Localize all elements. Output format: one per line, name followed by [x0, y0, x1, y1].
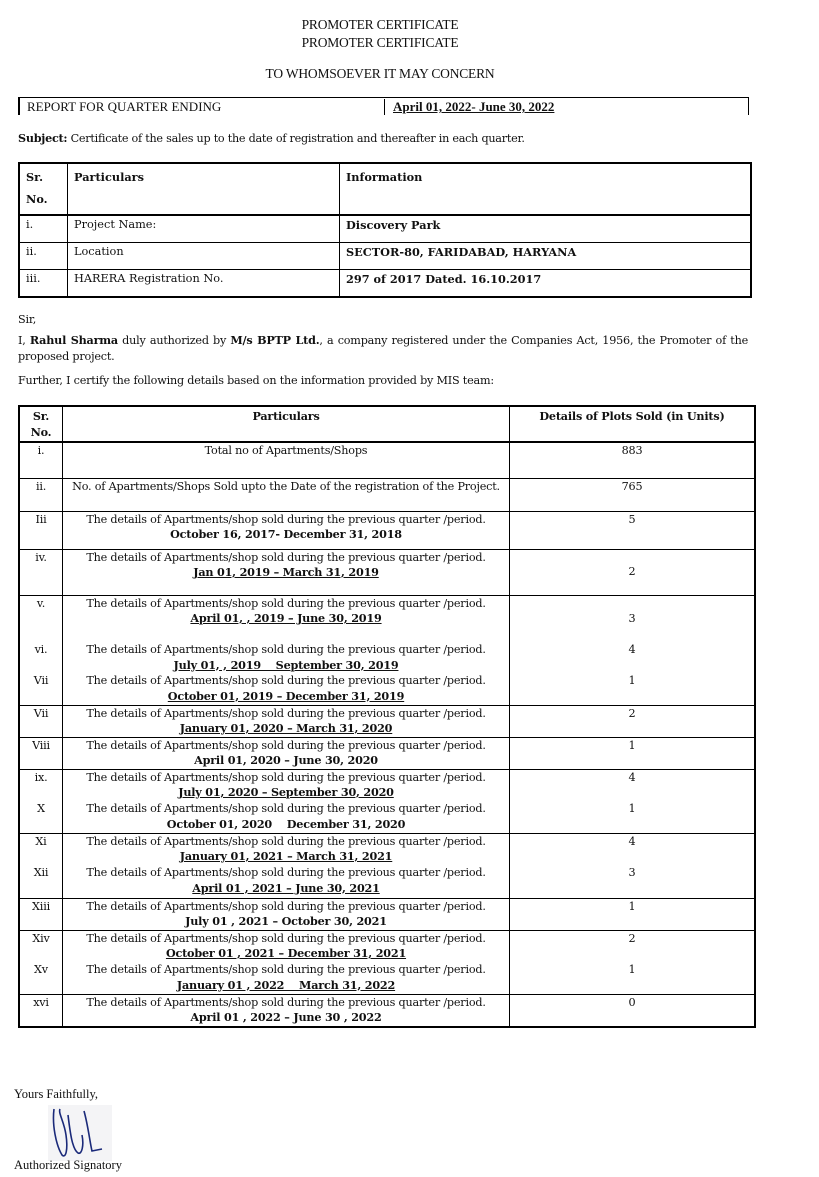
row-sr: X [19, 801, 63, 833]
period-date-range: April 01 , 2022 – June 30 , 2022 [190, 1010, 382, 1024]
period-date-range: October 01, 2019 – December 31, 2019 [167, 688, 405, 703]
row-units-sold: 883 [510, 442, 756, 478]
row-particular: Total no of Apartments/Shops [63, 442, 510, 478]
row-units-sold: 1 [510, 801, 756, 833]
row-units-sold: 1 [510, 898, 756, 930]
period-date-range: January 01, 2020 – March 31, 2020 [179, 721, 393, 735]
signatory-label: Authorized Signatory [14, 1158, 122, 1172]
signatory-name: Rahul Sharma [29, 333, 118, 347]
row-particular: The details of Apartments/shop sold during the previous quarter /period. October 01, 2020 December 31, 2020 [63, 801, 510, 833]
subject-text: Certificate of the sales up to the date of registration and thereafter in each quarter. [67, 132, 525, 145]
row-units-sold: 3 [510, 595, 756, 642]
row-sr: v. [19, 595, 63, 642]
closing-text: Yours Faithfully, [14, 1087, 99, 1101]
row-units-sold: 2 [510, 705, 756, 737]
table-row [19, 833, 755, 865]
row-units-sold: 2 [510, 549, 756, 595]
row-units-sold: 3 [510, 865, 756, 898]
row-particular: No. of Apartments/Shops Sold upto the Date of the registration of the Project. [63, 478, 510, 511]
period-date-range: October 01, 2020 December 31, 2020 [166, 816, 406, 831]
row-sr: Xiv [19, 930, 63, 962]
subject-line [18, 131, 525, 145]
row-sr: ii. [19, 478, 63, 511]
row-sr: Xi [19, 833, 63, 865]
row-particular: The details of Apartments/shop sold during the previous quarter /period. July 01, , 2019 September 30, 2019 [63, 642, 510, 673]
header-particulars: Particulars [68, 163, 340, 215]
row-units-sold: 0 [510, 994, 756, 1027]
table-row [19, 511, 755, 549]
row-particular: The details of Apartments/shop sold during the previous quarter /period. July 01, 2020 – September 30, 2020 [63, 769, 510, 801]
table-row [19, 642, 755, 673]
period-date-range: April 01, 2020 – June 30, 2020 [194, 753, 378, 767]
concern-heading: TO WHOMSOEVER IT MAY CONCERN [265, 66, 495, 81]
project-name-value: Discovery Park [340, 215, 752, 243]
row-particular: The details of Apartments/shop sold during the previous quarter /period. October 01 , 2021 – December 31, 2021 [63, 930, 510, 962]
company-name: M/s BPTP Ltd. [230, 333, 320, 347]
period-date-range: July 01, , 2019 September 30, 2019 [173, 657, 399, 672]
sales-details-table [18, 405, 756, 1028]
row-sr: iii. [19, 270, 68, 298]
row-units-sold: 2 [510, 930, 756, 962]
row-particular: The details of Apartments/shop sold during the previous quarter /period. January 01, 2020 – March 31, 2020 [63, 705, 510, 737]
period-date-range: July 01, 2020 – September 30, 2020 [178, 785, 394, 799]
table-row [19, 549, 755, 595]
authorization-paragraph: I, Rahul Sharma duly authorized by M/s BPTP Ltd., a company registered under the Companies Act, 1956, the Promoter of the proposed project. [18, 333, 748, 363]
period-date-range: January 01 , 2022 March 31, 2022 [176, 977, 396, 992]
table-row [19, 673, 755, 705]
table-row [19, 898, 755, 930]
row-units-sold: 4 [510, 642, 756, 673]
row-sr: i. [19, 215, 68, 243]
row-sr: Xv [19, 962, 63, 994]
header-sr-no: Sr. No. [19, 406, 63, 442]
row-sr: ii. [19, 243, 68, 270]
row-units-sold: 1 [510, 673, 756, 705]
registration-value: 297 of 2017 Dated. 16.10.2017 [340, 270, 752, 298]
row-particular: The details of Apartments/shop sold during the previous quarter /period. April 01, 2020 – June 30, 2020 [63, 737, 510, 769]
report-quarter-period: April 01, 2022- June 30, 2022 [384, 99, 554, 115]
table-row [19, 243, 751, 270]
table-row [19, 478, 755, 511]
row-particular: The details of Apartments/shop sold during the previous quarter /period. January 01 , 2022 March 31, 2022 [63, 962, 510, 994]
row-units-sold: 4 [510, 769, 756, 801]
period-date-range: Jan 01, 2019 – March 31, 2019 [193, 565, 379, 579]
row-sr: Xiii [19, 898, 63, 930]
row-sr: Iii [19, 511, 63, 549]
table-row [19, 769, 755, 801]
table-row [19, 801, 755, 833]
table-row [19, 442, 755, 478]
table-header-row [19, 406, 755, 442]
title-line-2: PROMOTER CERTIFICATE [301, 35, 459, 50]
table-row [19, 705, 755, 737]
row-particular: The details of Apartments/shop sold during the previous quarter /period. July 01 , 2021 – October 30, 2021 [63, 898, 510, 930]
period-date-range: April 01 , 2021 – June 30, 2021 [192, 880, 380, 895]
row-sr: Viii [19, 737, 63, 769]
row-particular: The details of Apartments/shop sold during the previous quarter /period. January 01, 2021 – March 31, 2021 [63, 833, 510, 865]
row-sr: Xii [19, 865, 63, 898]
row-units-sold: 1 [510, 962, 756, 994]
table-header-row [19, 163, 751, 215]
row-particular: The details of Apartments/shop sold during the previous quarter /period. October 16, 2017- December 31, 2018 [63, 511, 510, 549]
row-units-sold: 1 [510, 737, 756, 769]
row-particular: The details of Apartments/shop sold during the previous quarter /period. April 01 , 2022 – June 30 , 2022 [63, 994, 510, 1027]
header-sr-no: Sr. No. [19, 163, 68, 215]
table-row [19, 994, 755, 1027]
period-date-range: July 01 , 2021 – October 30, 2021 [185, 914, 387, 928]
table-row [19, 737, 755, 769]
period-date-range: January 01, 2021 – March 31, 2021 [179, 849, 393, 863]
report-quarter-label: REPORT FOR QUARTER ENDING [27, 99, 222, 114]
project-info-table [18, 162, 752, 298]
subject-label: Subject: [18, 131, 68, 145]
row-sr: i. [19, 442, 63, 478]
row-particular: The details of Apartments/shop sold during the previous quarter /period. April 01 , 2021 – June 30, 2021 [63, 865, 510, 898]
row-particular: The details of Apartments/shop sold during the previous quarter /period. April 01, , 2019 – June 30, 2019 [63, 595, 510, 642]
row-units-sold: 5 [510, 511, 756, 549]
row-sr: Vii [19, 673, 63, 705]
row-particular: The details of Apartments/shop sold during the previous quarter /period. October 01, 2019 – December 31, 2019 [63, 673, 510, 705]
row-particular: Project Name: [68, 215, 340, 243]
table-row [19, 595, 755, 642]
location-value: SECTOR-80, FARIDABAD, HARYANA [340, 243, 752, 270]
row-particular: HARERA Registration No. [68, 270, 340, 298]
row-sr: vi. [19, 642, 63, 673]
period-date-range: April 01, , 2019 – June 30, 2019 [190, 611, 382, 625]
row-units-sold: 4 [510, 833, 756, 865]
table-row [19, 962, 755, 994]
row-sr: ix. [19, 769, 63, 801]
signature-icon [48, 1105, 112, 1161]
period-date-range: October 16, 2017- December 31, 2018 [170, 527, 402, 541]
table-row [19, 270, 751, 298]
row-particular: Location [68, 243, 340, 270]
report-quarter-box [18, 97, 749, 115]
table-row [19, 865, 755, 898]
row-units-sold: 765 [510, 478, 756, 511]
header-information: Information [340, 163, 752, 215]
header-details: Details of Plots Sold (in Units) [510, 406, 756, 442]
row-sr: iv. [19, 549, 63, 595]
table-row [19, 215, 751, 243]
header-particulars: Particulars [63, 406, 510, 442]
title-line-1: PROMOTER CERTIFICATE [301, 17, 459, 32]
signature-image [48, 1105, 112, 1161]
row-sr: Vii [19, 705, 63, 737]
table-row [19, 930, 755, 962]
period-date-range: October 01 , 2021 – December 31, 2021 [165, 946, 407, 960]
row-particular: The details of Apartments/shop sold during the previous quarter /period. Jan 01, 2019 – March 31, 2019 [63, 549, 510, 595]
certify-paragraph: Further, I certify the following details based on the information provided by MIS team: [18, 374, 494, 387]
greeting: Sir, [18, 313, 37, 326]
row-sr: xvi [19, 994, 63, 1027]
